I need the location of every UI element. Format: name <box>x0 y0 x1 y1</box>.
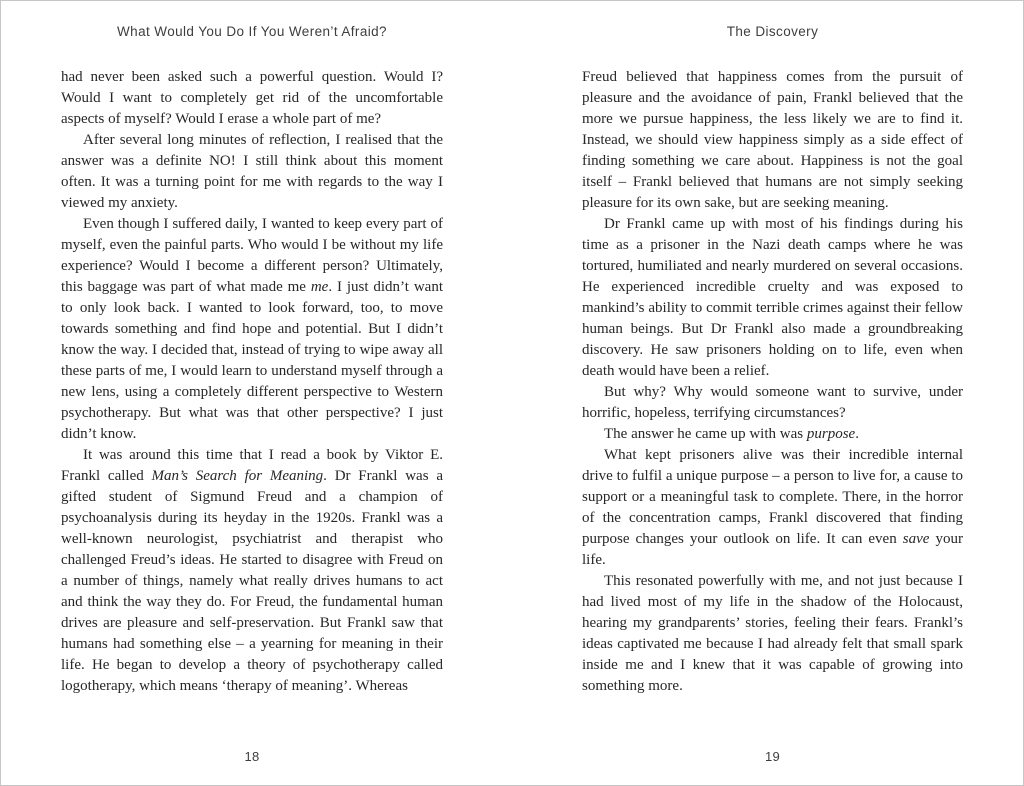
text-run: Even though I suffered daily, I wanted to keep every part of myself, even the painful parts. Who would I be without my life experience? Would I become a different person? Ultimately, this baggage was part of what made me <box>61 216 443 295</box>
paragraph <box>61 214 443 445</box>
left-running-header: What Would You Do If You Weren’t Afraid? <box>117 24 387 39</box>
paragraph <box>61 67 443 130</box>
italic-text-run: save <box>902 531 930 547</box>
text-run: Dr Frankl came up with most of his findings during his time as a prisoner in the Nazi death camps where he was tortured, humiliated and nearly murdered on several occasions. He experienced incredible cruelty and was exposed to mankind’s ability to commit terrible crimes against their fellow human beings. But Dr Frankl also made a groundbreaking discovery. He saw prisoners holding on to life, even when death would have been a relief. <box>582 216 963 379</box>
right-running-header: The Discovery <box>726 24 819 39</box>
italic-text-run: me <box>310 279 329 295</box>
text-run: What kept prisoners alive was their incredible internal drive to fulfil a unique purpose – a person to live for, a cause to support or a meaningful task to complete. There, in the horror of the concentration camps, Frankl discovered that finding purpose changes your outlook on life. It can even <box>582 447 963 547</box>
paragraph <box>582 424 963 445</box>
paragraph <box>582 67 963 214</box>
left-text-block <box>61 67 443 697</box>
right-text-block <box>582 67 963 697</box>
left-page-number: 18 <box>244 749 260 764</box>
paragraph <box>582 214 963 382</box>
right-page <box>512 1 1023 785</box>
paragraph <box>61 130 443 214</box>
text-run: The answer he came up with was <box>604 426 807 442</box>
paragraph <box>582 571 963 697</box>
text-run: . Dr Frankl was a gifted student of Sigmund Freud and a champion of psychoanalysis during its heyday in the 1920s. Frankl was a well-known neurologist, psychiatrist and therapist who challenged Freud’s ideas. He started to disagree with Freud on a number of things, namely what really drives humans to act and think the way they do. For Freud, the fundamental human drives are pleasure and self-preservation. But Frankl saw that humans had something else – a yearning for meaning in their life. He began to develop a theory of psychotherapy called logotherapy, which means ‘therapy of meaning’. Whereas <box>61 468 443 694</box>
paragraph <box>582 445 963 571</box>
paragraph <box>582 382 963 424</box>
text-run: But why? Why would someone want to survive, under horrific, hopeless, terrifying circumstances? <box>582 384 963 421</box>
text-run: After several long minutes of reflection, I realised that the answer was a definite NO! I still think about this moment often. It was a turning point for me with regards to the way I viewed my anxiety. <box>61 132 443 211</box>
left-page <box>1 1 512 785</box>
italic-text-run: Man’s Search for Meaning <box>151 468 324 484</box>
text-run: . I just didn’t want to only look back. I wanted to look forward, too, to move towards something and find hope and potential. But I didn’t know the way. I decided that, instead of trying to wipe away all these parts of me, I would learn to understand myself through a new lens, using a completely different perspective to Western psychotherapy. But what was that other perspective? I just didn’t know. <box>61 279 443 442</box>
text-run: This resonated powerfully with me, and not just because I had lived most of my life in the shadow of the Holocaust, hearing my grandparents’ stories, feeling their fears. Frankl’s ideas captivated me because I had already felt that small spark inside me and I knew that it was capable of growing into something more. <box>582 573 963 694</box>
text-run: had never been asked such a powerful question. Would I? Would I want to completely get rid of the uncomfortable aspects of myself? Would I erase a whole part of me? <box>61 69 443 127</box>
text-run: . <box>855 426 859 442</box>
text-run: It was around this time that I read a book by Viktor E. Frankl called <box>61 447 443 484</box>
text-run: Freud believed that happiness comes from the pursuit of pleasure and the avoidance of pain, Frankl believed that the more we pursue happiness, the less likely we are to find it. Instead, we should view happiness simply as a side effect of finding something we care about. Happiness is not the goal itself – Frankl believed that humans are not simply seeking pleasure for its own sake, but are seeking meaning. <box>582 69 963 211</box>
paragraph <box>61 445 443 697</box>
text-run: your life. <box>582 531 963 568</box>
italic-text-run: purpose <box>806 426 856 442</box>
right-page-number: 19 <box>764 749 781 764</box>
